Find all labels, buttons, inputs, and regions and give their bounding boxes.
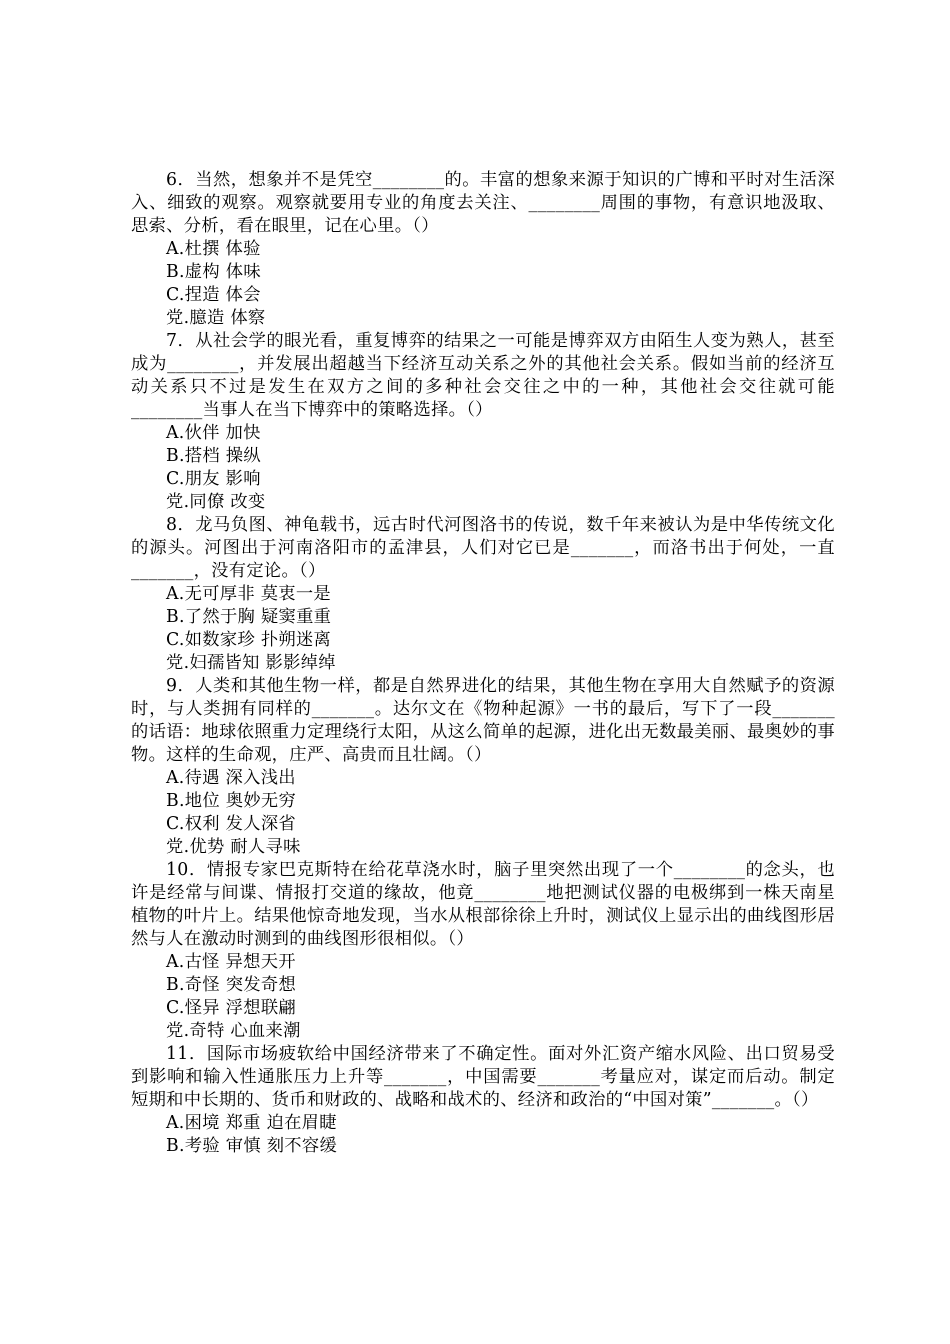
option-b: B.搭档 操纵 [166, 446, 261, 466]
option-list [131, 951, 835, 1043]
option-a: A.困境 郑重 迫在眉睫 [166, 1113, 337, 1133]
option-c: C.权利 发人深省 [166, 814, 296, 834]
question-stem: 10．情报专家巴克斯特在给花草浇水时，脑子里突然出现了一个________的念头，也许是经常与间谍、情报打交道的缘故，他竟________地把测试仪器的电极绑到一株天南星植物的叶片上。结果他惊奇地发现，当水从根部徐徐上升时，测试仪上显示出的曲线图形居然与人在激动时测到的曲线图形很相似。（） [131, 860, 835, 949]
option-list [131, 583, 835, 675]
option-d: 党.妇孺皆知 影影绰绰 [166, 653, 336, 673]
option-b: B.虚构 体味 [166, 262, 261, 282]
option-list [131, 422, 835, 514]
question-7 [131, 330, 835, 514]
question-stem: 8．龙马负图、神龟载书，远古时代河图洛书的传说，数千年来被认为是中华传统文化的源头。河图出于河南洛阳市的孟津县，人们对它已是_______，而洛书出于何处，一直_______，没有定论。（） [131, 515, 835, 581]
option-b: B.考验 审慎 刻不容缓 [166, 1136, 338, 1156]
option-list [131, 1112, 835, 1158]
option-c: C.朋友 影响 [166, 469, 261, 489]
option-d: 党.奇特 心血来潮 [166, 1021, 301, 1041]
question-stem: 7．从社会学的眼光看，重复博弈的结果之一可能是博弈双方由陌生人变为熟人，甚至成为________，并发展出超越当下经济互动关系之外的其他社会关系。假如当前的经济互动关系只不过是发生在双方之间的多种社会交往之中的一种，其他社会交往就可能________当事人在当下博弈中的策略选择。（） [131, 331, 835, 420]
option-a: A.古怪 异想天开 [166, 952, 296, 972]
option-c: C.怪异 浮想联翩 [166, 998, 296, 1018]
option-list [131, 238, 835, 330]
option-b: B.了然于胸 疑窦重重 [166, 607, 332, 627]
option-c: C.捏造 体会 [166, 285, 261, 305]
option-list [131, 767, 835, 859]
option-a: A.伙伴 加快 [166, 423, 261, 443]
option-b: B.地位 奥妙无穷 [166, 791, 297, 811]
option-a: A.待遇 深入浅出 [166, 768, 296, 788]
question-list [131, 169, 835, 1158]
question-stem: 9．人类和其他生物一样，都是自然界进化的结果，其他生物在享用大自然赋予的资源时，与人类拥有同样的_______。达尔文在《物种起源》一书的最后，写下了一段_______的话语：地球依照重力定理绕行太阳，从这么简单的起源，进化出无数最美丽、最奥妙的事物。这样的生命观，庄严、高贵而且壮阔。（） [131, 676, 835, 765]
question-6 [131, 169, 835, 330]
option-d: 党.同僚 改变 [166, 492, 266, 512]
option-c: C.如数家珍 扑朔迷离 [166, 630, 332, 650]
question-stem: 11．国际市场疲软给中国经济带来了不确定性。面对外汇资产缩水风险、出口贸易受到影响和输入性通胀压力上升等_______，中国需要_______考量应对，谋定而后动。制定短期和中长期的、货币和财政的、战略和战术的、经济和政治的“中国对策”_______。（） [131, 1044, 835, 1110]
option-d: 党.优势 耐人寻味 [166, 837, 301, 857]
option-b: B.奇怪 突发奇想 [166, 975, 297, 995]
option-a: A.杜撰 体验 [166, 239, 261, 259]
question-11 [131, 1043, 835, 1158]
option-a: A.无可厚非 莫衷一是 [166, 584, 332, 604]
question-stem: 6．当然，想象并不是凭空________的。丰富的想象来源于知识的广博和平时对生活深入、细致的观察。观察就要用专业的角度去关注、________周围的事物，有意识地汲取、思索、分析，看在眼里，记在心里。（） [131, 170, 835, 236]
question-8 [131, 514, 835, 675]
question-10 [131, 859, 835, 1043]
option-d: 党.臆造 体察 [166, 308, 266, 328]
question-9 [131, 675, 835, 859]
